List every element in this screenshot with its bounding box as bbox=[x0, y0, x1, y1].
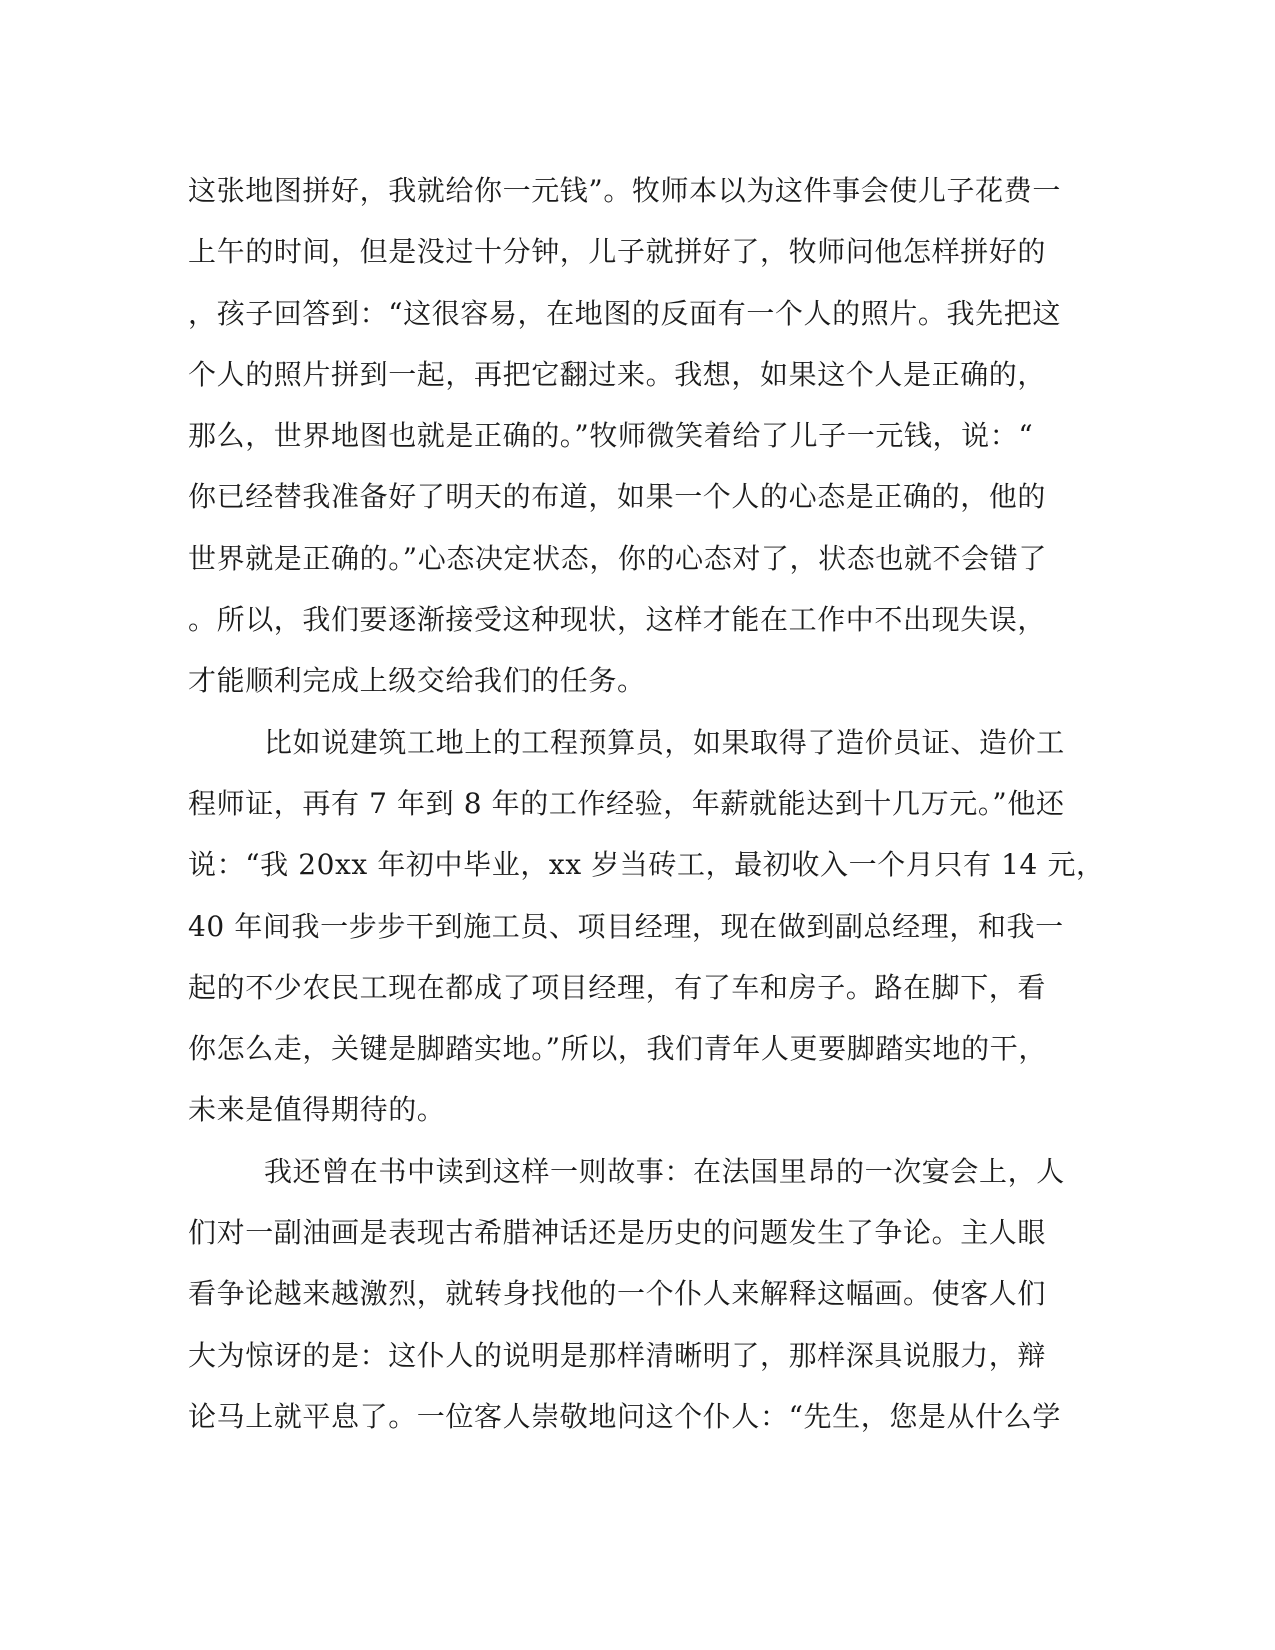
text-line: 上午的时间，但是没过十分钟，儿子就拼好了，牧师问他怎样拼好的 bbox=[188, 235, 1047, 269]
text-line: 你已经替我准备好了明天的布道，如果一个人的心态是正确的，他的 bbox=[188, 480, 1047, 514]
text-line: 论马上就平息了。一位客人崇敬地问这个仆人：“先生，您是从什么学 bbox=[188, 1399, 1061, 1433]
text-line: 比如说建筑工地上的工程预算员，如果取得了造价员证、造价工 bbox=[264, 725, 1065, 759]
text-line: 程师证，再有 7 年到 8 年的工作经验，年薪就能达到十几万元。”他还 bbox=[188, 786, 1065, 820]
text-line: 你怎么走，关键是脚踏实地。”所以，我们青年人更要脚踏实地的干， bbox=[188, 1032, 1047, 1066]
text-line: 才能顺利完成上级交给我们的任务。 bbox=[188, 664, 646, 698]
text-line: 们对一副油画是表现古希腊神话还是历史的问题发生了争论。主人眼 bbox=[188, 1216, 1047, 1250]
text-line: 我还曾在书中读到这样一则故事：在法国里昂的一次宴会上，人 bbox=[264, 1154, 1065, 1188]
paragraph-1 bbox=[188, 160, 1068, 712]
text-line: 大为惊讶的是：这仆人的说明是那样清晰明了，那样深具说服力，辩 bbox=[188, 1338, 1047, 1372]
text-line: 个人的照片拼到一起，再把它翻过来。我想，如果这个人是正确的， bbox=[188, 357, 1047, 391]
text-line: 说：“我 20xx 年初中毕业，xx 岁当砖工，最初收入一个月只有 14 元， bbox=[188, 848, 1105, 882]
text-line: 世界就是正确的。”心态决定状态，你的心态对了，状态也就不会错了 bbox=[188, 541, 1047, 575]
text-line: 那么，世界地图也就是正确的。”牧师微笑着给了儿子一元钱，说：“ bbox=[188, 419, 1034, 453]
body-text bbox=[188, 160, 1105, 1447]
text-line: 这张地图拼好，我就给你一元钱”。牧师本以为这件事会使儿子花费一 bbox=[188, 174, 1061, 207]
text-line: 。所以，我们要逐渐接受这种现状，这样才能在工作中不出现失误， bbox=[188, 603, 1047, 637]
text-line: 40 年间我一步步干到施工员、项目经理，现在做到副总经理，和我一 bbox=[188, 909, 1064, 943]
paragraph-3 bbox=[188, 1141, 1068, 1447]
text-line: 起的不少农民工现在都成了项目经理，有了车和房子。路在脚下，看 bbox=[188, 970, 1047, 1004]
text-line: 未来是值得期待的。 bbox=[188, 1093, 446, 1127]
paragraph-2 bbox=[188, 712, 1105, 1141]
text-line: 看争论越来越激烈，就转身找他的一个仆人来解释这幅画。使客人们 bbox=[188, 1277, 1047, 1311]
text-line: ，孩子回答到：“这很容易，在地图的反面有一个人的照片。我先把这 bbox=[188, 296, 1061, 330]
